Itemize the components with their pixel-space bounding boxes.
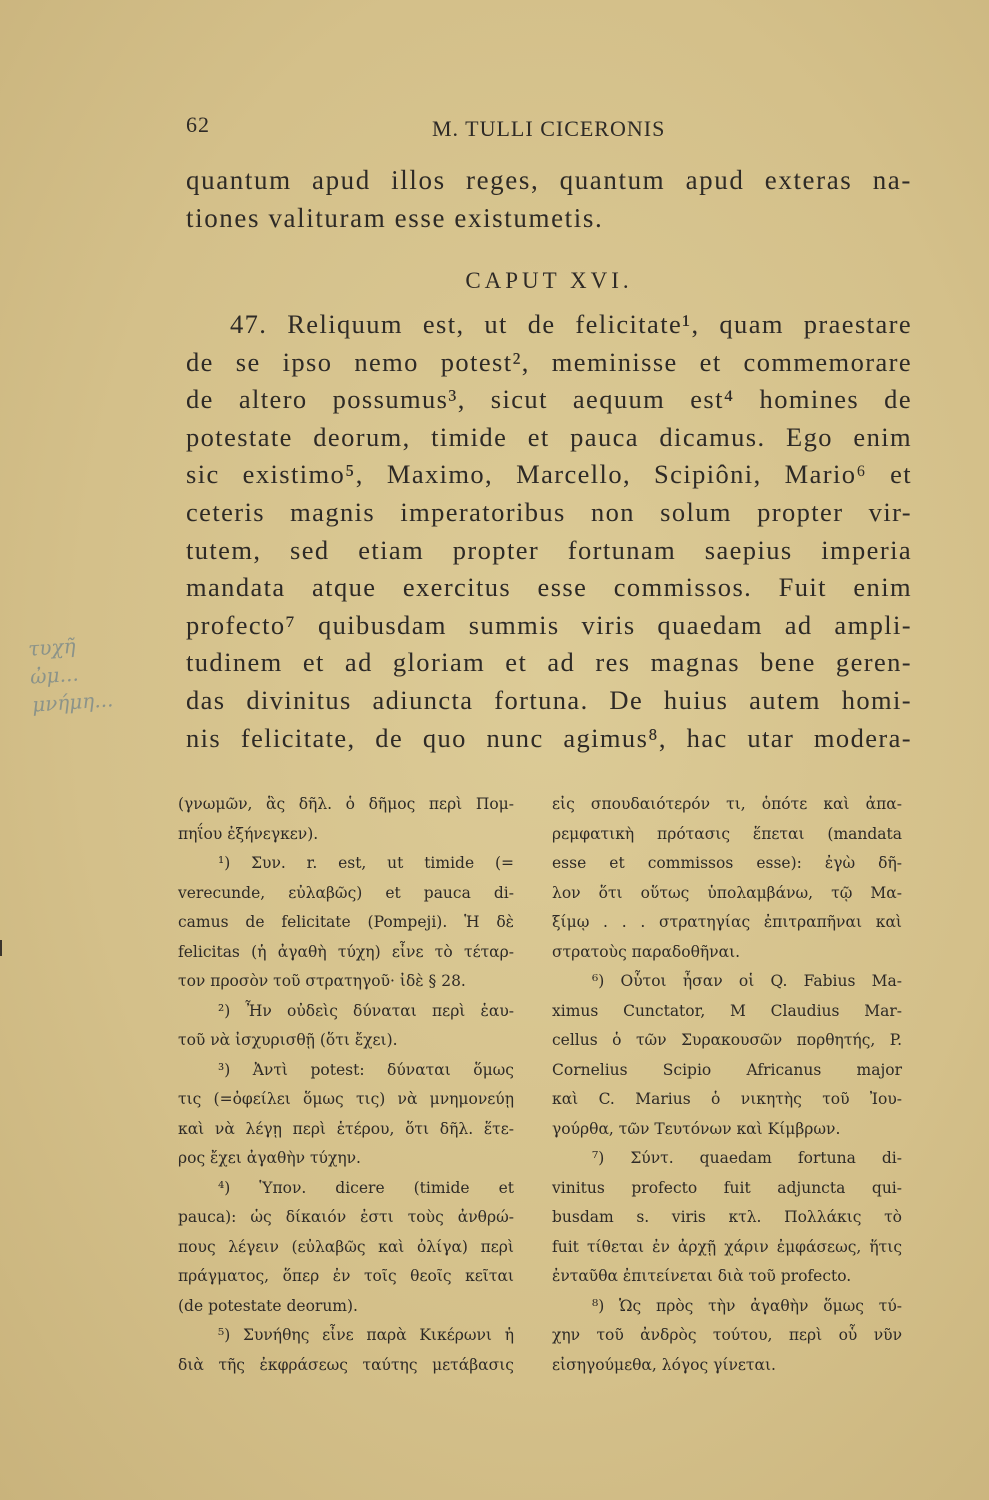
footnote-line: ¹) Συν. r. est, ut timide (= [218, 854, 514, 872]
footnote-line: vinitus profecto fuit adjuncta qui- [552, 1178, 902, 1197]
footnote-line: ξίμῳ . . . στρατηγίας ἐπιτραπῆναι καὶ [552, 913, 902, 931]
footnote-line: pauca): ὡς δίκαιόν ἐστι τοὺς ἀνθρώ- [178, 1208, 514, 1226]
footnote-line: τις (=ὀφείλει ὅμως τις) νὰ μνημονεύῃ [178, 1090, 514, 1108]
text-line: quantum apud illos reges, quantum apud exteras na- [186, 165, 912, 195]
page-number: 62 [186, 112, 210, 137]
footnote-line: καὶ νὰ λέγῃ περὶ ἑτέρου, ὅτι δῆλ. ἕτε- [178, 1119, 514, 1138]
footnote-line: busdam s. viris κτλ. Πολλάκις τὸ [552, 1208, 902, 1226]
intro-paragraph [186, 162, 912, 237]
footnote-line: cellus ὁ τῶν Συρακουσῶν πορθητής, P. [552, 1031, 902, 1049]
footnote-line: χην τοῦ ἀνδρὸς τούτου, περὶ οὗ νῦν [552, 1326, 902, 1344]
section-47-paragraph [186, 306, 912, 757]
footnote-line: τον προσὸν τοῦ στρατηγοῦ· ἰδὲ § 28. [178, 972, 466, 990]
footnote-line: Cornelius Scipio Africanus major [552, 1060, 902, 1079]
footnote-line: ρεμφατικὴ πρότασις ἕπεται (mandata [552, 824, 902, 843]
annotation-line: ὠμ... [29, 661, 80, 689]
footnote-line: ximus Cunctator, M Claudius Mar- [552, 1001, 902, 1020]
footnote-line: ⁶) Οὗτοι ἦσαν οἱ Q. Fabius Ma- [592, 972, 902, 990]
footnote-line: πηΐου ἐξήνεγκεν). [178, 824, 319, 843]
footnote-line: ⁸) Ὡς πρὸς τὴν ἀγαθὴν ὅμως τύ- [592, 1296, 902, 1315]
text-line: ceteris magnis imperatoribus non solum propter vir- [186, 496, 912, 527]
footnote-line: πους λέγειν (εὐλαβῶς καὶ ὀλίγα) περὶ [178, 1237, 514, 1256]
footnote-line: esse et commissos esse): ἐγὼ δῆ- [552, 854, 902, 872]
footnotes-right-column [552, 790, 902, 1380]
annotation-line: τυχῆ [27, 633, 77, 661]
running-title: M. TULLI CICERONIS [432, 116, 666, 141]
text-line: tutem, sed etiam propter fortunam saepius imperia [186, 534, 912, 565]
footnote-line: γούρθα, τῶν Τευτόνων καὶ Κίμβρων. [552, 1119, 841, 1138]
text-line: 47. Reliquum est, ut de felicitate¹, quam praestare [230, 309, 912, 339]
footnote-line: ⁵) Συνήθης εἶνε παρὰ Κικέρωνι ἡ [218, 1326, 514, 1344]
footnote-line: ³) Ἀντὶ potest: δύναται ὅμως [218, 1060, 514, 1079]
footnote-line: στρατοὺς παραδοθῆναι. [552, 942, 741, 961]
footnote-line: πράγματος, ὅπερ ἐν τοῖς θεοῖς κεῖται [178, 1267, 514, 1285]
text-line: de se ipso nemo potest², meminisse et commemorare [186, 346, 912, 377]
text-line: tudinem et ad gloriam et ad res magnas bene geren- [186, 647, 912, 678]
footnote-line: ²) Ἦν οὐδεὶς δύναται περὶ ἑαυ- [218, 1001, 514, 1020]
footnote-line: (de potestate deorum). [178, 1296, 358, 1315]
footnote-line: camus de felicitate (Pompeji). Ἡ δὲ [178, 913, 514, 931]
footnote-line: ⁷) Σύντ. quaedam fortuna di- [592, 1149, 902, 1167]
text-line: das divinitus adiuncta fortuna. De huius autem homi- [186, 684, 912, 715]
footnote-line: (γνωμῶν, ἃς δῆλ. ὁ δῆμος περὶ Πομ- [178, 795, 514, 813]
footnote-line: διὰ τῆς ἐκφράσεως ταύτης μετάβασις [178, 1355, 514, 1374]
footnote-line: εἰς σπουδαιότερόν τι, ὁπότε καὶ ἀπα- [552, 795, 902, 813]
page-edge-mark [0, 940, 2, 956]
text-line: tiones valituram esse existumetis. [186, 202, 604, 233]
footnote-line: ρος ἔχει ἀγαθὴν τύχην. [178, 1149, 361, 1167]
footnotes-left-column [178, 790, 514, 1380]
text-line: nis felicitate, de quo nunc agimus⁸, hac utar modera- [186, 722, 912, 753]
text-line: sic existimo⁵, Maximo, Marcello, Scipiôni, Mario⁶ et [186, 459, 912, 490]
footnote-line: τοῦ νὰ ἰσχυρισθῇ (ὅτι ἔχει). [178, 1031, 398, 1049]
footnote-line: felicitas (ἡ ἀγαθὴ τύχη) εἶνε τὸ τέταρ- [178, 942, 514, 961]
handwritten-margin-annotation [27, 625, 173, 719]
text-line: de altero possumus³, sicut aequum est⁴ homines de [186, 384, 912, 415]
text-line: profecto⁷ quibusdam summis viris quaedam ad ampli- [186, 609, 912, 640]
footnote-line: ἐνταῦθα ἐπιτείνεται διὰ τοῦ profecto. [552, 1267, 852, 1285]
footnote-line: εἰσηγούμεθα, λόγος γίνεται. [552, 1355, 776, 1374]
footnote-line: λον ὅτι οὕτως ὑπολαμβάνω, τῷ Μα- [552, 883, 902, 902]
footnote-line: fuit τίθεται ἐν ἀρχῇ χάριν ἐμφάσεως, ἥτις [552, 1237, 902, 1256]
annotation-line: μνήμη... [31, 687, 114, 717]
footnote-line: ⁴) Ὑπον. dicere (timide et [218, 1178, 514, 1197]
text-line: potestate deorum, timide et pauca dicamus. Ego enim [186, 421, 912, 452]
chapter-heading: CAPUT XVI. [465, 268, 633, 293]
text-line: mandata atque exercitus esse commissos. Fuit enim [186, 572, 912, 603]
footnote-line: καὶ C. Marius ὁ νικητὴς τοῦ Ἰου- [552, 1090, 902, 1108]
footnote-line: verecunde, εὐλαβῶς) et pauca di- [178, 883, 514, 902]
